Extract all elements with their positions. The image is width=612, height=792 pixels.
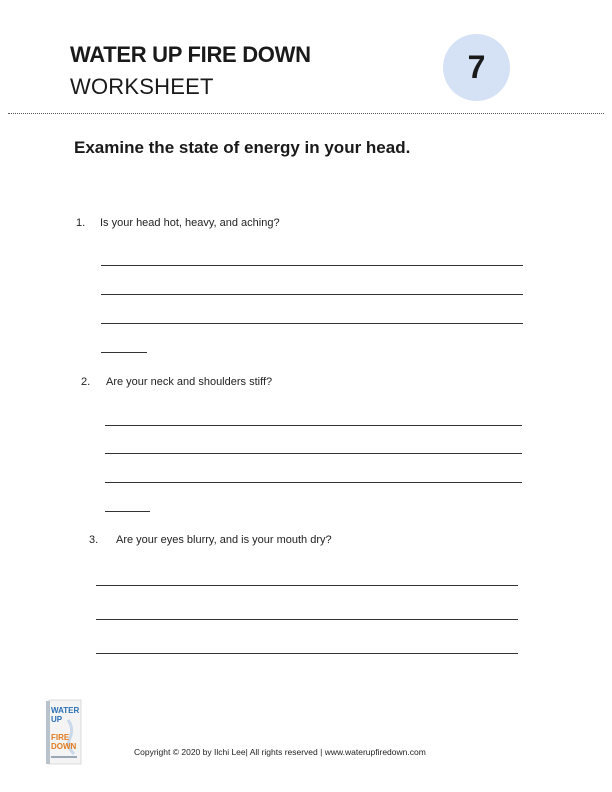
answer-line[interactable] — [101, 352, 147, 353]
answer-line[interactable] — [105, 511, 150, 512]
footer-copyright: Copyright © 2020 by Ilchi Lee| All rights reserved | www.waterupfiredown.com — [134, 747, 426, 757]
answer-line[interactable] — [96, 585, 518, 586]
question-3-text: Are your eyes blurry, and is your mouth dry? — [116, 534, 332, 546]
header-divider — [8, 113, 604, 114]
book-cover-image — [46, 698, 82, 766]
page-number-badge: 7 — [443, 34, 510, 101]
book-title-line-4: DOWN — [51, 742, 77, 751]
section-heading: Examine the state of energy in your head. — [74, 138, 411, 157]
answer-line[interactable] — [105, 482, 522, 483]
question-2-text: Are your neck and shoulders stiff? — [106, 376, 273, 388]
answer-line[interactable] — [96, 619, 518, 620]
answer-line[interactable] — [101, 323, 523, 324]
question-2-number: 2. — [81, 376, 91, 388]
answer-line[interactable] — [101, 294, 523, 295]
page-subtitle: WORKSHEET — [70, 74, 214, 99]
question-3-number: 3. — [89, 534, 99, 546]
answer-line[interactable] — [105, 425, 522, 426]
question-1-text: Is your head hot, heavy, and aching? — [100, 217, 280, 229]
book-title-line-1: WATER — [51, 706, 80, 715]
answer-line[interactable] — [96, 653, 518, 654]
book-title-line-3: FIRE — [51, 733, 70, 742]
question-1-number: 1. — [76, 217, 86, 229]
page-title: WATER UP FIRE DOWN — [70, 42, 311, 67]
answer-line[interactable] — [105, 453, 522, 454]
answer-line[interactable] — [101, 265, 523, 266]
book-title-line-2: UP — [51, 715, 63, 724]
